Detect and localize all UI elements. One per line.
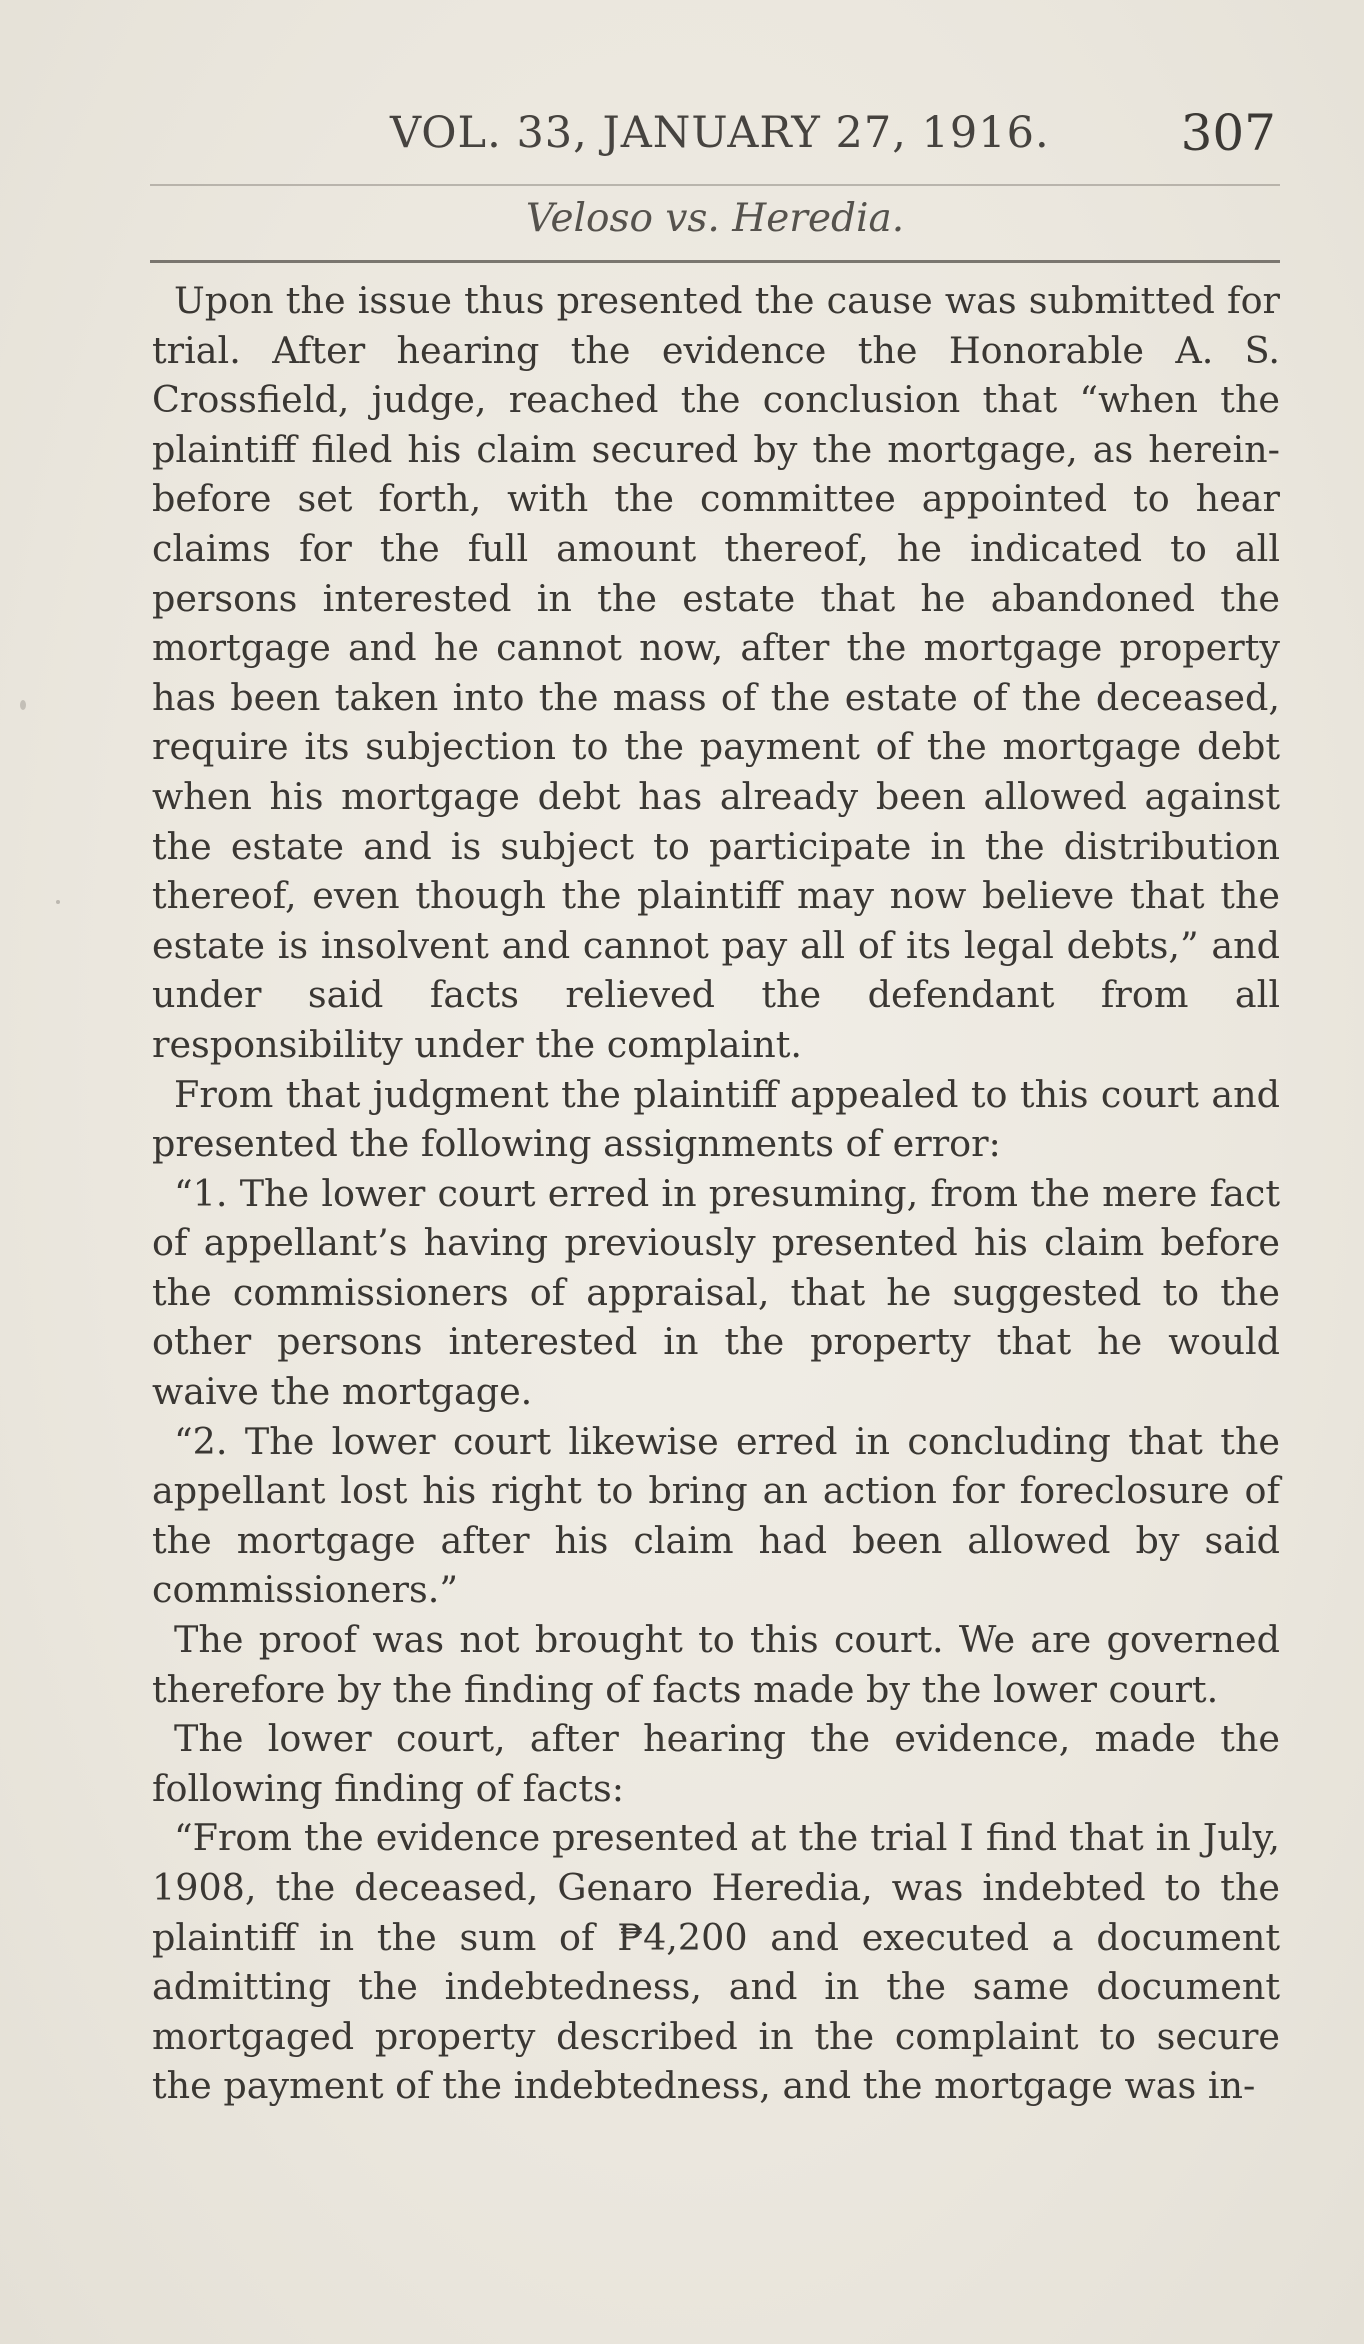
body-text <box>152 276 1280 2111</box>
paper-speck <box>20 700 26 710</box>
paragraph-issue-trial: Upon the issue thus presented the cause was submitted for trial. After hearing the evidence the Honorable A. S. Crossfield, judge, reached the conclusion that “when the plaintiff filed his claim secured by the mortgage, as hereinbefore set forth, with the committee appointed to hear claims for the full amount thereof, he indicated to all persons interested in the estate that he abandoned the mortgage and he cannot now, after the mortgage property has been taken into the mass of the estate of the deceased, require its subjection to the payment of the mortgage debt when his mortgage debt has already been allowed against the estate and is subject to participate in the distribution thereof, even though the plaintiff may now believe that the estate is insolvent and cannot pay all of its legal debts,” and under said facts relieved the defendant from all responsibility under the complaint. <box>152 279 1280 1066</box>
running-head: VOL. 33, JANUARY 27, 1916. <box>390 108 1050 158</box>
paragraph-error-1: “1. The lower court erred in presuming, from the mere fact of appellant’s having previously presented his claim before the commissioners of appraisal, that he suggested to the other persons interested in the property that he would waive the mortgage. <box>152 1171 1280 1414</box>
paragraph-proof: The proof was not brought to this court. We are governed therefore by the finding of facts made by the lower court. <box>152 1618 1280 1711</box>
paragraph-finding-facts: “From the evidence presented at the trial I find that in July, 1908, the deceased, Genaro Heredia, was indebted to the plaintiff in the sum of ₱4,200 and executed a document admitting the indebtedness, and in the same document mortgaged property described in the complaint to secure the payment of the indebtedness, and the mortgage was in- <box>152 1816 1280 2108</box>
case-title: Veloso vs. Heredia. <box>525 196 905 241</box>
paragraph-appeal: From that judgment the plaintiff appealed to this court and presented the following assignments of error: <box>152 1072 1280 1166</box>
page-header <box>150 104 1280 170</box>
paragraph-error-2: “2. The lower court likewise erred in concluding that the appellant lost his right to bring an action for foreclosure of the mortgage after his claim had been allowed by said commissioners.” <box>152 1419 1280 1612</box>
title-rule <box>150 260 1280 263</box>
page-number: 307 <box>1180 104 1276 162</box>
paper-speck <box>56 900 60 904</box>
header-rule <box>150 184 1280 186</box>
paragraph-finding-intro: The lower court, after hearing the evidence, made the following finding of facts: <box>152 1717 1280 1810</box>
